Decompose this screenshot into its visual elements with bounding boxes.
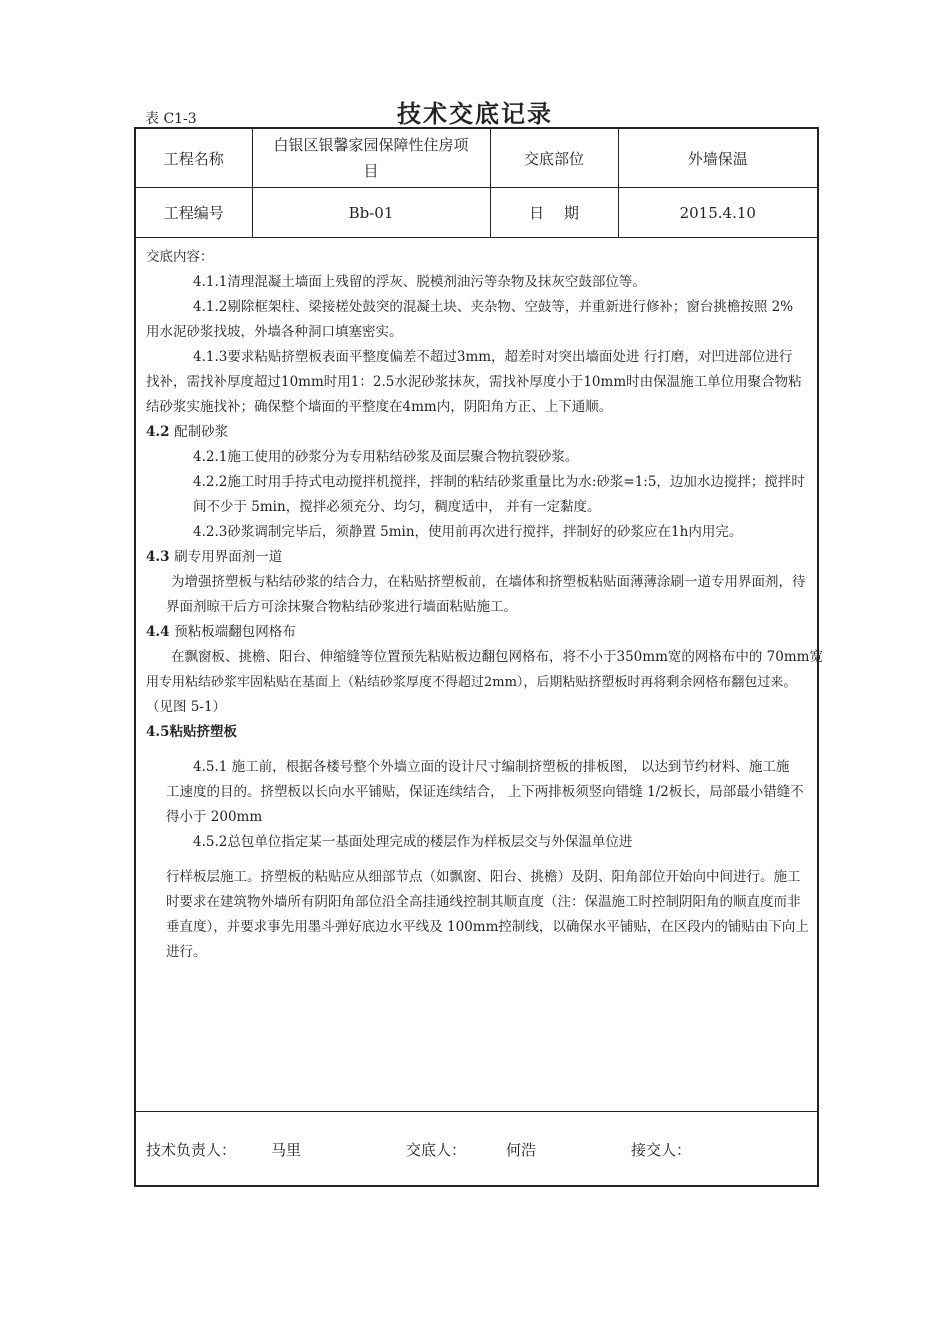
para-4-5-2: 4.5.2总包单位指定某一基面处理完成的楼层作为样板层交与外保温单位进 <box>193 834 633 850</box>
para-4-5-2e: 进行。 <box>166 944 207 960</box>
section-4-4-title: 预粘板端翻包网格布 <box>174 624 296 640</box>
disclosure-content <box>146 245 823 965</box>
section-4-5: 4.5粘贴挤塑板 <box>146 724 237 740</box>
section-4-3 <box>146 545 814 570</box>
form-code: 表 C1-3 <box>145 111 197 127</box>
record-form <box>134 127 823 1187</box>
para-4-4c: （见图 5-1） <box>146 699 227 715</box>
project-no-label: 工程编号 <box>136 188 252 238</box>
para-4-3b: 界面剂晾干后方可涂抹聚合物粘结砂浆进行墙面粘贴施工。 <box>166 599 517 615</box>
project-name-label: 工程名称 <box>136 129 252 188</box>
tech-lead-value: 马里 <box>271 1141 302 1159</box>
discloser-label: 交底人： <box>406 1141 467 1159</box>
para-4-1-2a: 4.1.2剔除框架柱、梁接槎处鼓突的混凝土块、夹杂物、空鼓等，并重新进行修补；窗台挑檐按照 2% <box>193 299 794 315</box>
discloser-value: 何浩 <box>506 1141 537 1159</box>
footer-divider <box>136 1111 817 1112</box>
date-value: 2015.4.10 <box>618 188 817 238</box>
para-4-3a: 为增强挤塑板与粘结砂浆的结合力，在粘贴挤塑板前，在墙体和挤塑板粘贴面薄薄涂刷一道专用界面剂，待 <box>171 574 806 590</box>
para-4-1-3a: 4.1.3要求粘贴挤塑板表面平整度偏差不超过3mm，超差时对突出墙面处进 行打磨，对凹进部位进行 <box>193 349 793 365</box>
location-label: 交底部位 <box>490 129 618 188</box>
para-4-5-1c: 得小于 200mm <box>166 809 263 825</box>
section-4-4-no: 4.4 <box>146 624 170 640</box>
para-4-4b: 用专用粘结砂浆牢固粘贴在基面上（粘结砂浆厚度不得超过2mm），后期粘贴挤塑板时再将剩余网格布翻包过来。 <box>146 675 797 690</box>
para-4-5-1b: 工速度的目的。挤塑板以长向水平铺贴，保证连续结合， 上下两排板须竖向错缝 1/2板长，局部最小错缝不 <box>166 784 804 800</box>
section-4-2-title: 配制砂浆 <box>174 424 229 440</box>
para-4-5-2c: 时要求在建筑物外墙所有阴阳角部位沿全高挂通线控制其顺直度（注：保温施工时控制阴阳角的顺直度而非 <box>166 894 801 910</box>
section-4-2-no: 4.2 <box>146 424 170 440</box>
section-4-3-no: 4.3 <box>146 549 170 565</box>
para-4-2-3: 4.2.3砂浆调制完毕后，须静置 5min，使用前再次进行搅拌，拌制好的砂浆应在1h内用完。 <box>193 524 743 540</box>
para-4-5-2d: 垂直度），并要求事先用墨斗弹好底边水平线及 100mm控制线，以确保水平铺贴，在区段内的铺贴由下向上 <box>166 919 809 935</box>
para-4-2-2a: 4.2.2施工时用手持式电动搅拌机搅拌，拌制的粘结砂浆重量比为水:砂浆=1:5，边加水边搅拌；搅拌时 <box>193 474 805 490</box>
section-4-4 <box>146 620 814 645</box>
para-4-1-1: 4.1.1清理混凝土墙面上残留的浮灰、脱模剂油污等杂物及抹灰空鼓部位等。 <box>193 274 646 290</box>
tech-lead-label: 技术负责人： <box>146 1141 237 1159</box>
para-4-2-1: 4.2.1施工使用的砂浆分为专用粘结砂浆及面层聚合物抗裂砂浆。 <box>193 449 579 465</box>
project-name-value <box>252 129 490 188</box>
section-4-2 <box>146 420 814 445</box>
para-4-5-1a: 4.5.1 施工前，根据各楼号整个外墙立面的设计尺寸编制挤塑板的排板图， 以达到节约材料、施工施 <box>193 759 790 775</box>
content-intro: 交底内容： <box>146 249 214 265</box>
para-4-4a: 在飘窗板、挑檐、阳台、伸缩缝等位置预先粘贴板边翻包网格布，将不小于350mm宽的网格布中的 70mm宽 <box>171 649 823 665</box>
date-label: 日 期 <box>490 188 618 238</box>
page-title: 技术交底记录 <box>397 100 553 128</box>
para-4-1-3c: 结砂浆实施找补；确保整个墙面的平整度在4mm内，阴阳角方正、上下通顺。 <box>146 399 613 415</box>
project-no-value: Bb-01 <box>252 188 490 238</box>
para-4-5-2b: 行样板层施工。挤塑板的粘贴应从细部节点（如飘窗、阳台、挑檐）及阴、阳角部位开始向中间进行。施工 <box>166 869 801 885</box>
para-4-2-2b: 间不少于 5min，搅拌必须充分、均匀，稠度适中， 并有一定黏度。 <box>193 499 601 515</box>
project-name-text: 白银区银馨家园保障性住房项目 <box>273 136 469 180</box>
section-4-3-title: 刷专用界面剂一道 <box>174 549 283 565</box>
location-value: 外墙保温 <box>618 129 817 188</box>
para-4-1-2b: 用水泥砂浆找坡，外墙各种洞口填塞密实。 <box>146 324 403 340</box>
para-4-1-3b: 找补，需找补厚度超过10mm时用1：2.5水泥砂浆抹灰，需找补厚度小于10mm时由保温施工单位用聚合物粘 <box>146 374 802 390</box>
receiver-label: 接交人： <box>631 1141 692 1159</box>
header-table <box>136 129 817 238</box>
